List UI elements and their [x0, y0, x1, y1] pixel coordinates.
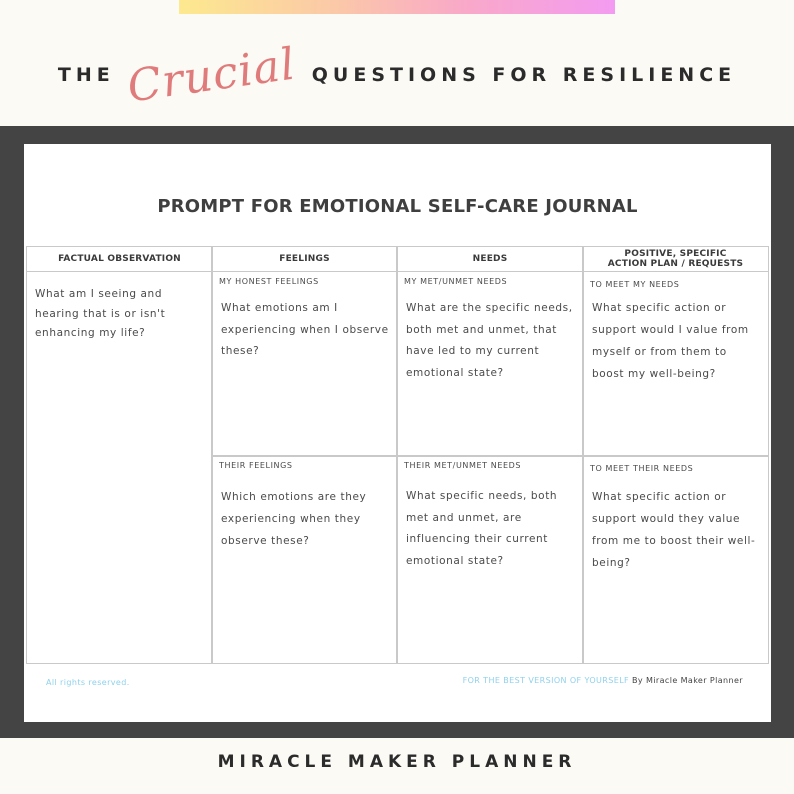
their-feelings-cell[interactable] [213, 457, 396, 663]
footer-tagline-accent: FOR THE BEST VERSION OF YOURSELF [462, 676, 630, 685]
my-action-cell[interactable] [584, 273, 768, 455]
my-action-prompt: What specific action or support would I value from myself or from them to boost my well-being? [592, 302, 749, 380]
header-suffix: QUESTIONS FOR RESILIENCE [311, 64, 737, 86]
their-action-prompt: What specific action or support would they value from me to boost their well-being? [592, 491, 756, 569]
my-needs-cell[interactable] [398, 273, 582, 455]
page-header [0, 37, 794, 113]
header-prefix: THE [57, 64, 115, 86]
column-header-observation: FACTUAL OBSERVATION [27, 247, 212, 272]
observation-prompt: What am I seeing and hearing that is or isn't enhancing my life? [35, 288, 166, 339]
their-feelings-prompt: Which emotions are they experiencing when they observe these? [221, 491, 367, 547]
column-header-needs: NEEDS [397, 247, 583, 272]
their-feelings-label: THEIR FEELINGS [219, 461, 293, 470]
observation-cell[interactable] [27, 273, 211, 663]
footer-tagline-by: By Miracle Maker Planner [632, 676, 743, 685]
column-header-feelings: FEELINGS [212, 247, 397, 272]
header-script-word: Crucial [123, 37, 299, 113]
footer-tagline [463, 676, 743, 685]
journal-page [24, 144, 771, 722]
my-feelings-label: MY HONEST FEELINGS [219, 277, 319, 286]
brand-name: MIRACLE MAKER PLANNER [217, 752, 577, 772]
their-needs-label: THEIR MET/UNMET NEEDS [404, 461, 522, 470]
their-needs-cell[interactable] [398, 457, 582, 663]
gradient-top-bar [179, 0, 615, 14]
their-action-label: TO MEET THEIR NEEDS [590, 464, 694, 473]
column-header-action-plan: POSITIVE, SPECIFIC ACTION PLAN / REQUESTS [583, 247, 768, 272]
my-feelings-cell[interactable] [213, 273, 396, 455]
footer-rights: All rights reserved. [46, 678, 130, 687]
page-title: PROMPT FOR EMOTIONAL SELF-CARE JOURNAL [157, 196, 638, 217]
their-needs-prompt: What specific needs, both met and unmet, are influencing their current emotional state? [406, 490, 558, 567]
their-action-cell[interactable] [584, 457, 768, 663]
my-needs-label: MY MET/UNMET NEEDS [404, 277, 508, 286]
my-action-label: TO MEET MY NEEDS [590, 280, 680, 289]
journal-table [26, 246, 769, 664]
my-feelings-prompt: What emotions am I experiencing when I observe these? [221, 302, 389, 357]
my-needs-prompt: What are the specific needs, both met and unmet, that have led to my current emotional state? [406, 302, 573, 379]
